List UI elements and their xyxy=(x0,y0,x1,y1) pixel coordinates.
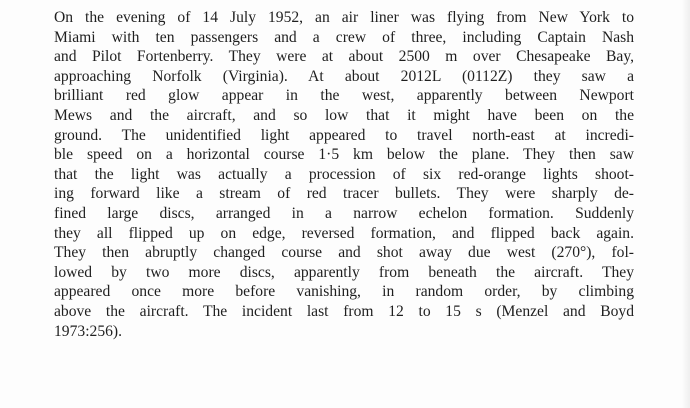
paragraph-line: On the evening of 14 July 1952, an air liner was flying from New York to xyxy=(54,9,634,26)
paragraph-line: approaching Norfolk (Virginia). At about 2012L (0112Z) they saw a xyxy=(54,67,634,85)
paragraph-line: brilliant red glow appear in the west, apparently between Newport xyxy=(54,87,634,105)
paragraph-line: 1973:256). xyxy=(54,322,123,340)
body-paragraph xyxy=(54,8,634,341)
paragraph-line: lowed by two more discs, apparently from beneath the aircraft. They xyxy=(54,263,634,281)
paragraph-line: Miami with ten passengers and a crew of three, including Captain Nash xyxy=(54,28,634,46)
paragraph-line: and Pilot Fortenberry. They were at about 2500 m over Chesapeake Bay, xyxy=(54,48,634,66)
paragraph-line: appeared once more before vanishing, in random order, by climbing xyxy=(54,283,634,301)
paragraph-line: that the light was actually a procession of six red-orange lights shoot- xyxy=(54,165,634,183)
paragraph-line: Mews and the aircraft, and so low that it might have been on the xyxy=(54,106,634,124)
paragraph-line: ing forward like a stream of red tracer bullets. They were sharply de- xyxy=(54,185,634,203)
paragraph-line: ble speed on a horizontal course 1·5 km below the plane. They then saw xyxy=(54,146,634,164)
paragraph-line: above the aircraft. The incident last from 12 to 15 s (Menzel and Boyd xyxy=(54,302,634,320)
paragraph-line: fined large discs, arranged in a narrow echelon formation. Suddenly xyxy=(54,204,634,222)
paragraph-line: ground. The unidentified light appeared to travel north-east at incredi- xyxy=(54,126,634,144)
paragraph-line: They then abruptly changed course and shot away due west (270°), fol- xyxy=(54,244,634,262)
paragraph-line: they all flipped up on edge, reversed formation, and flipped back again. xyxy=(54,224,634,242)
page-edge-shadow xyxy=(682,0,690,408)
